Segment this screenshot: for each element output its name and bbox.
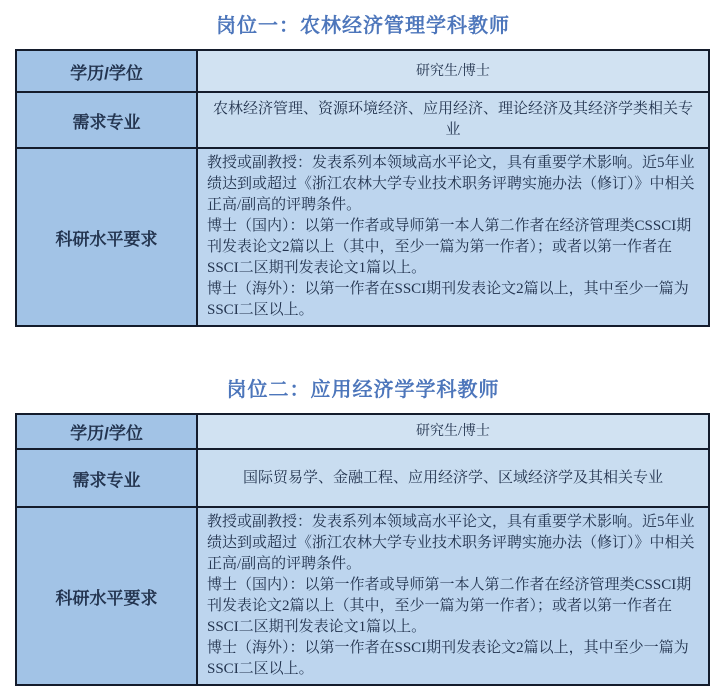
majors-label-cell: 需求专业 bbox=[16, 449, 197, 507]
research-value-cell bbox=[197, 148, 709, 326]
position-section-1 bbox=[0, 0, 726, 327]
research-requirement-phd-overseas: 博士（海外）：以第一作者在SSCI期刊发表论文2篇以上，其中至少一篇为SSCI二区以上。 bbox=[207, 640, 689, 677]
table-row-majors bbox=[16, 449, 709, 507]
table-row-research-requirements bbox=[16, 148, 709, 326]
table-row-majors bbox=[16, 92, 709, 148]
majors-value-cell: 农林经济管理、资源环境经济、应用经济、理论经济及其经济学类相关专业 bbox=[197, 92, 709, 148]
position-2-requirements-table bbox=[15, 413, 710, 686]
research-requirement-phd-domestic: 博士（国内）：以第一作者或导师第一本人第二作者在经济管理类CSSCI期刊发表论文2篇以上（其中，至少一篇为第一作者）；或者以第一作者在SSCI二区期刊发表论文1篇以上。 bbox=[207, 577, 692, 635]
table-row-education bbox=[16, 50, 709, 92]
research-requirement-phd-domestic: 博士（国内）：以第一作者或导师第一本人第二作者在经济管理类CSSCI期刊发表论文2篇以上（其中，至少一篇为第一作者）；或者以第一作者在SSCI二区期刊发表论文1篇以上。 bbox=[207, 218, 692, 276]
research-label-cell: 科研水平要求 bbox=[16, 148, 197, 326]
education-label-cell: 学历/学位 bbox=[16, 414, 197, 449]
education-value-cell: 研究生/博士 bbox=[197, 414, 709, 449]
research-requirement-phd-overseas: 博士（海外）：以第一作者在SSCI期刊发表论文2篇以上，其中至少一篇为SSCI二区以上。 bbox=[207, 281, 689, 318]
research-requirement-professor: 教授或副教授：发表系列本领域高水平论文，具有重要学术影响。近5年业绩达到或超过《浙江农林大学专业技术职务评聘实施办法（修订）》中相关正高/副高的评聘条件。 bbox=[207, 514, 695, 572]
research-requirement-professor: 教授或副教授：发表系列本领域高水平论文，具有重要学术影响。近5年业绩达到或超过《浙江农林大学专业技术职务评聘实施办法（修订）》中相关正高/副高的评聘条件。 bbox=[207, 155, 695, 213]
position-1-title: 岗位一：农林经济管理学科教师 bbox=[216, 15, 510, 37]
majors-label-cell: 需求专业 bbox=[16, 92, 197, 148]
research-value-cell bbox=[197, 507, 709, 685]
education-label-cell: 学历/学位 bbox=[16, 50, 197, 92]
position-1-requirements-table bbox=[15, 49, 710, 327]
education-value-cell: 研究生/博士 bbox=[197, 50, 709, 92]
research-label-cell: 科研水平要求 bbox=[16, 507, 197, 685]
table-row-education bbox=[16, 414, 709, 449]
position-2-title: 岗位二：应用经济学学科教师 bbox=[226, 379, 500, 401]
majors-value-cell: 国际贸易学、金融工程、应用经济学、区域经济学及其相关专业 bbox=[197, 449, 709, 507]
position-section-2 bbox=[0, 327, 726, 686]
table-row-research-requirements bbox=[16, 507, 709, 685]
